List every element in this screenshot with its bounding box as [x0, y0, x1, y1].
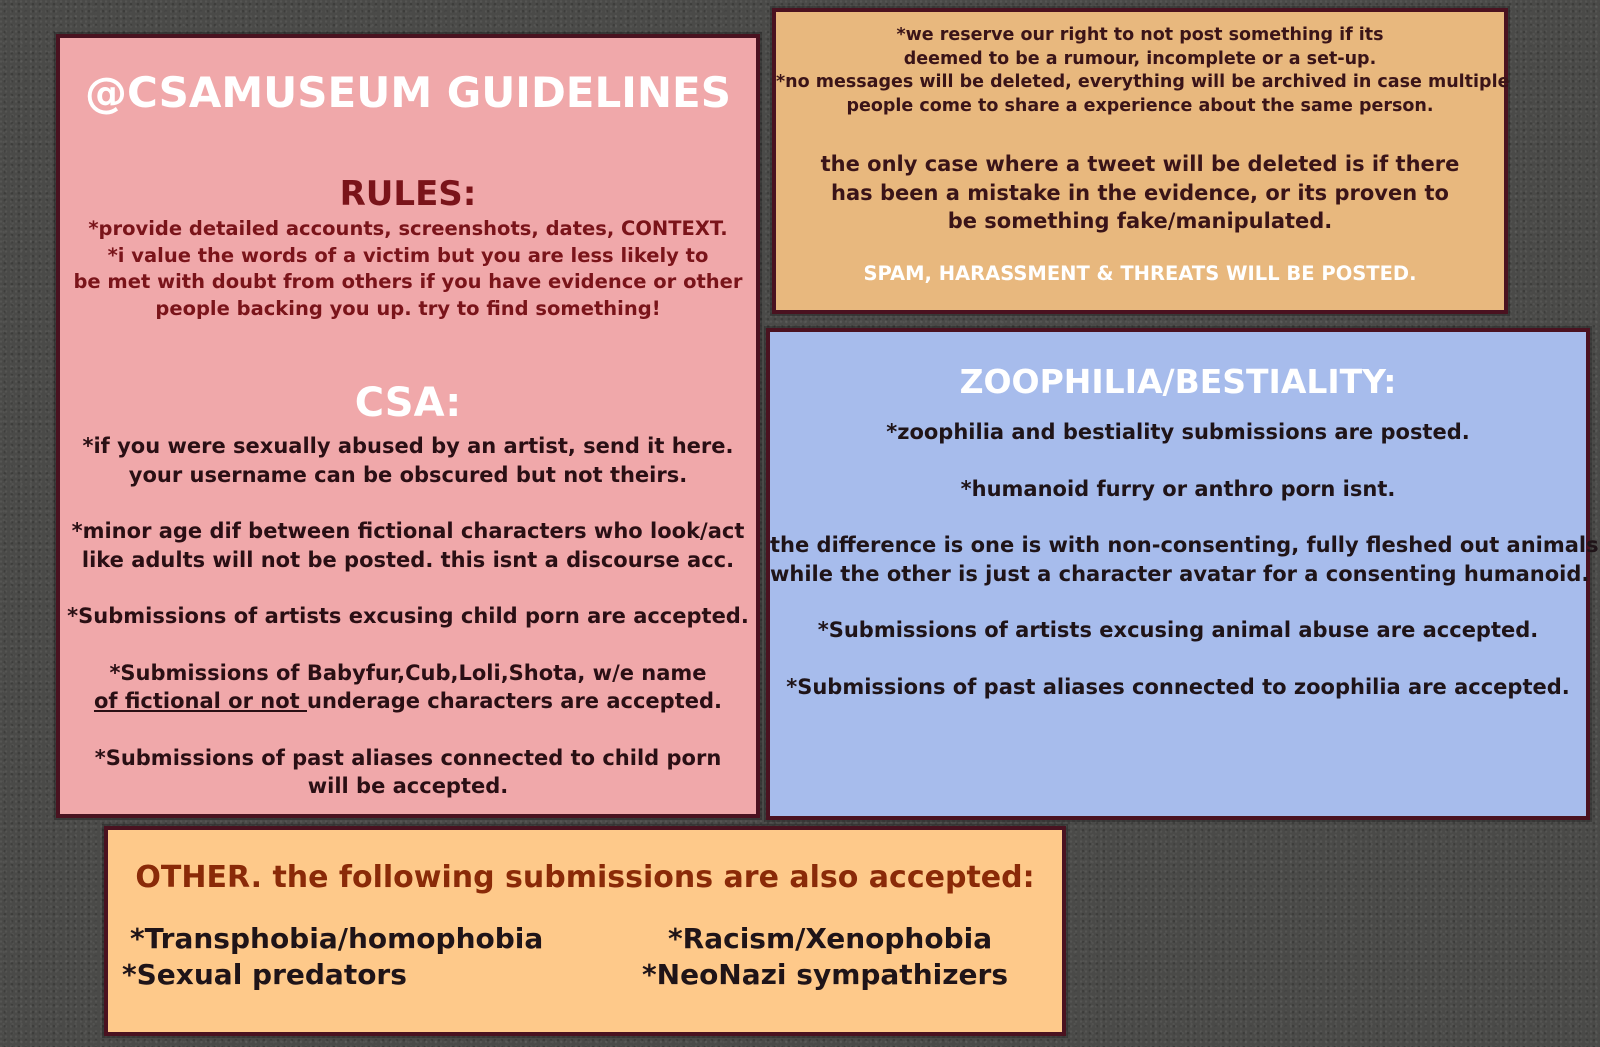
notice-line: *we reserve our right to not post something if its: [896, 25, 1384, 45]
rules-line: people backing you up. try to find something!: [155, 296, 661, 320]
other-item: *Sexual predators: [122, 958, 407, 991]
rules-heading: RULES:: [339, 174, 477, 214]
zoophilia-line: *zoophilia and bestiality submissions are posted.: [886, 420, 1470, 444]
other-item: *Racism/Xenophobia: [668, 922, 993, 955]
zoophilia-panel: [766, 328, 1599, 820]
rules-line: *provide detailed accounts, screenshots, dates, CONTEXT.: [88, 217, 728, 240]
guidelines-panel: [56, 34, 760, 818]
csa-heading: CSA:: [354, 380, 462, 426]
csa-underlined-text: of fictional or not: [93, 689, 307, 713]
other-item: *NeoNazi sympathizers: [642, 958, 1008, 991]
csa-line: your username can be obscured but not theirs.: [128, 462, 688, 487]
rules-line: *i value the words of a victim but you are less likely to: [107, 243, 709, 267]
notice-deletion-text: [776, 150, 1504, 236]
zoophilia-line: *humanoid furry or anthro porn isnt.: [960, 476, 1396, 501]
notice-line: deemed to be a rumour, incomplete or a set-up.: [903, 48, 1377, 69]
other-heading: OTHER. the following submissions are also accepted:: [135, 860, 1035, 895]
csa-line: *Submissions of Babyfur,Cub,Loli,Shota, w/e name: [109, 660, 707, 685]
other-item: *Transphobia/homophobia: [130, 922, 544, 955]
notice-small-text: [776, 24, 1510, 118]
rules-line: be met with doubt from others if you have evidence or other: [73, 270, 743, 293]
csa-text: [60, 432, 756, 801]
zoophilia-line: *Submissions of artists excusing animal abuse are accepted.: [817, 618, 1539, 642]
zoophilia-line: the difference is one is with non-consenting, fully fleshed out animals: [770, 533, 1599, 557]
notice-line: has been a mistake in the evidence, or its proven to: [831, 180, 1449, 205]
csa-line-rest: underage characters are accepted.: [307, 689, 722, 713]
notice-line: the only case where a tweet will be deleted is if there: [820, 152, 1460, 176]
notice-line: *no messages will be deleted, everything will be archived in case multiple: [776, 72, 1510, 92]
csa-line: *Submissions of past aliases connected to child porn: [94, 745, 722, 770]
notice-line: people come to share a experience about the same person.: [846, 95, 1434, 116]
page-title: @CSAMUSEUM GUIDELINES: [85, 68, 731, 117]
notice-panel: [772, 8, 1508, 314]
csa-line: like adults will not be posted. this isnt a discourse acc.: [81, 547, 735, 572]
other-panel: [104, 826, 1066, 1036]
notice-line: be something fake/manipulated.: [947, 209, 1333, 233]
csa-line: [60, 687, 756, 716]
spam-warning: SPAM, HARASSMENT & THREATS WILL BE POSTED.: [863, 262, 1417, 285]
csa-line: *if you were sexually abused by an artist, send it here.: [82, 434, 734, 458]
zoophilia-line: *Submissions of past aliases connected to zoophilia are accepted.: [786, 674, 1570, 699]
zoophilia-line: while the other is just a character avatar for a consenting humanoid.: [770, 561, 1590, 586]
zoophilia-heading: ZOOPHILIA/BESTIALITY:: [959, 362, 1397, 401]
csa-line: *Submissions of artists excusing child porn are accepted.: [67, 604, 749, 628]
csa-line: *minor age dif between fictional characters who look/act: [71, 519, 745, 543]
csa-line: will be accepted.: [307, 774, 509, 798]
zoophilia-text: [770, 418, 1599, 701]
rules-text: [60, 216, 756, 322]
